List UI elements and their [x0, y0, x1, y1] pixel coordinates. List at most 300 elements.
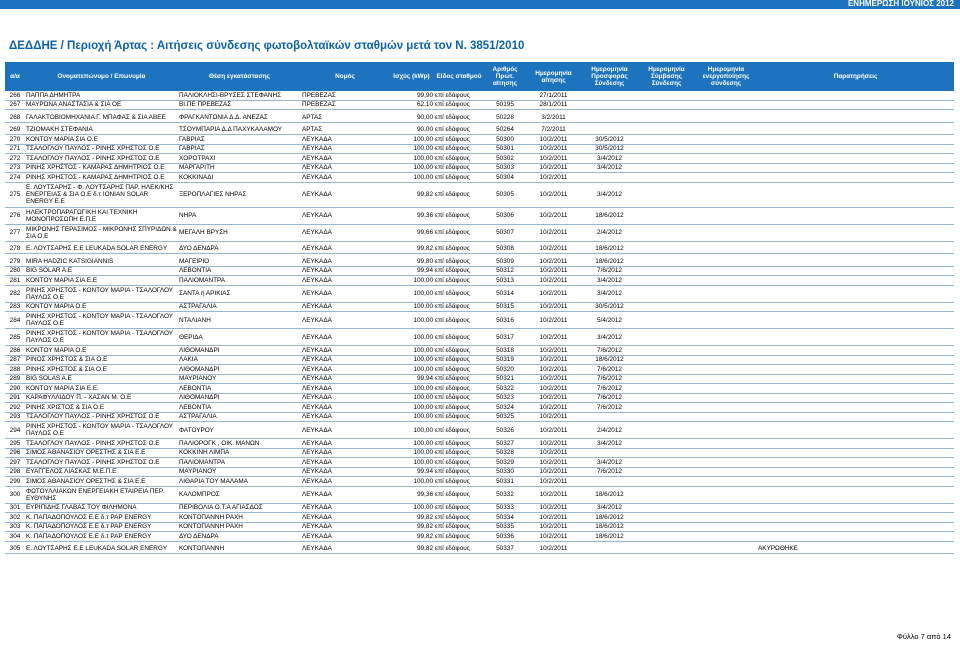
cell-notes: [757, 412, 954, 422]
cell-nomos: ΛΕΥΚΑΔΑ: [301, 257, 389, 266]
table-row: [5, 532, 954, 542]
table-row: [5, 163, 954, 173]
cell-nomos: ΛΕΥΚΑΔΑ: [301, 276, 389, 286]
cell-nomos: ΛΕΥΚΑΔΑ: [301, 532, 389, 542]
cell-kw: 100,00: [389, 448, 434, 458]
cell-nomos: ΛΕΥΚΑΔΑ: [301, 412, 389, 422]
cell-aa: 304: [5, 532, 25, 542]
cell-nomos: ΛΕΥΚΑΔΑ: [301, 439, 389, 449]
cell-name: ΡΙΝΗΣ ΧΡΙΣΤΟΣ & ΣΙΑ Ο.Ε: [25, 403, 178, 413]
table-row: [5, 266, 954, 276]
cell-site: ΜΑΥΡΙΑΝΟΥ: [178, 467, 301, 477]
cell-date: 10/2/2011: [526, 374, 581, 384]
cell-date: 10/2/2011: [526, 422, 581, 439]
cell-contract: [638, 477, 695, 487]
cell-nomos: ΛΕΥΚΑΔΑ: [301, 393, 389, 403]
column-header: Ημερομηνία Σύμβασης Σύνδεσης: [638, 62, 695, 91]
cell-notes: [757, 513, 954, 523]
cell-contract: [638, 276, 695, 286]
cell-name: ΚΟΝΤΟΥ ΜΑΡΙΑ ΣΙΑ Ο.Ε: [25, 135, 178, 145]
cell-type: επί εδάφους: [434, 329, 484, 346]
cell-type: επί εδάφους: [434, 439, 484, 449]
cell-offer: 7/6/2012: [581, 374, 638, 384]
cell-offer: 3/4/2012: [581, 458, 638, 468]
cell-name: ΚΟΝΤΟΥ ΜΑΡΙΑ Ο.Ε: [25, 346, 178, 356]
cell-name: ΣΙΜΟΣ ΑΘΑΝΑΣΙΟΥ ΟΡΕΣΤΗΣ & ΣΙΑ Ε.Ε: [25, 477, 178, 487]
cell-name: ΚΟΝΤΟΥ ΜΑΡΙΑ ΣΙΑ Ε.Ε.: [25, 384, 178, 394]
cell-contract: [638, 224, 695, 241]
cell-nomos: ΛΕΥΚΑΔΑ: [301, 173, 389, 183]
cell-kw: 99,82: [389, 532, 434, 542]
cell-site: ΠΑΛΙΟΚΛΗΣΙ-ΒΡΥΣΕΣ ΣΤΕΦΑΝΗΣ: [178, 91, 301, 100]
cell-offer: 7/6/2012: [581, 393, 638, 403]
cell-nomos: ΛΕΥΚΑΔΑ: [301, 266, 389, 276]
cell-type: επί εδάφους: [434, 365, 484, 375]
cell-prot: 50228: [484, 113, 526, 122]
cell-name: ΡΙΝΟΣ ΧΡΗΣΤΟΣ & ΣΙΑ Ο.Ε: [25, 355, 178, 365]
cell-aa: 299: [5, 477, 25, 487]
top-banner: [0, 0, 960, 9]
cell-activ: [695, 486, 757, 503]
cell-aa: 270: [5, 135, 25, 145]
cell-name: Κ. ΠΑΠΑΔΟΠΟΥΛΟΣ Ε.Ε δ.τ PAP ENERGY: [25, 532, 178, 542]
cell-contract: [638, 346, 695, 356]
cell-kw: 100,00: [389, 422, 434, 439]
cell-aa: 289: [5, 374, 25, 384]
cell-date: 10/2/2011: [526, 329, 581, 346]
cell-site: ΛΕΒΟΝΤΙΑ: [178, 384, 301, 394]
cell-aa: 300: [5, 486, 25, 503]
cell-offer: [581, 477, 638, 487]
cell-type: επί εδάφους: [434, 522, 484, 532]
cell-contract: [638, 355, 695, 365]
cell-notes: [757, 477, 954, 487]
cell-name: ΡΙΝΗΣ ΧΡΗΣΤΟΣ - ΚΟΝΤΟΥ ΜΑΡΙΑ - ΤΣΑΛΟΓΛΟΥ ΠΑΥΛΟΣ Ο.Ε: [25, 312, 178, 329]
cell-activ: [695, 384, 757, 394]
cell-site: ΚΟΝΤΟΠΑΝΝΗ ΡΑΧΗ: [178, 522, 301, 532]
cell-prot: 50264: [484, 126, 526, 135]
column-header: Ημερομηνία ενεργοποίησης σύνδεσης: [695, 62, 757, 91]
cell-type: επί εδάφους: [434, 467, 484, 477]
cell-kw: 100,00: [389, 384, 434, 394]
cell-nomos: ΛΕΥΚΑΔΑ: [301, 355, 389, 365]
table-row: [5, 329, 954, 346]
cell-contract: [638, 448, 695, 458]
cell-contract: [638, 182, 695, 207]
cell-site: ΑΣΤΡΑΓΑΛΙΑ: [178, 412, 301, 422]
cell-nomos: ΠΡΕΒΕΖΑΣ: [301, 91, 389, 100]
cell-name: ΚΟΝΤΟΥ ΜΑΡΙΑ ΣΙΑ Ε.Ε: [25, 276, 178, 286]
cell-offer: [581, 91, 638, 100]
column-header: Θέση εγκατάστασης: [178, 62, 301, 91]
cell-prot: 50331: [484, 477, 526, 487]
cell-type: επί εδάφους: [434, 422, 484, 439]
cell-nomos: ΛΕΥΚΑΔΑ: [301, 448, 389, 458]
cell-type: επί εδάφους: [434, 266, 484, 276]
cell-notes: [757, 467, 954, 477]
cell-prot: 50304: [484, 173, 526, 183]
cell-date: 10/2/2011: [526, 163, 581, 173]
cell-name: ΚΑΡΑΦΥΛΛΙΔΟΥ Π. - ΧΑΣΑΝ Μ. Ο.Ε: [25, 393, 178, 403]
cell-aa: 273: [5, 163, 25, 173]
cell-type: επί εδάφους: [434, 113, 484, 122]
cell-site: ΛΑΚΙΑ: [178, 355, 301, 365]
cell-prot: 50330: [484, 467, 526, 477]
cell-offer: 7/6/2012: [581, 266, 638, 276]
cell-activ: [695, 91, 757, 100]
cell-kw: 100,00: [389, 329, 434, 346]
cell-site: ΜΑΡΓΑΡΙΤΗ: [178, 163, 301, 173]
cell-aa: 293: [5, 412, 25, 422]
cell-aa: 269: [5, 126, 25, 135]
cell-name: ΤΣΑΛΟΓΛΟΥ ΠΑΥΛΟΣ - ΡΙΝΗΣ ΧΡΗΣΤΟΣ Ο.Ε: [25, 458, 178, 468]
cell-name: ΣΙΜΟΣ ΑΘΑΝΑΣΙΟΥ ΟΡΕΣΤΗΣ & ΣΙΑ Ε.Ε: [25, 448, 178, 458]
table-row: [5, 422, 954, 439]
cell-nomos: ΑΡΤΑΣ: [301, 126, 389, 135]
cell-type: επί εδάφους: [434, 458, 484, 468]
cell-offer: 3/4/2012: [581, 503, 638, 513]
cell-prot: 50317: [484, 329, 526, 346]
cell-name: ΕΥΡΙΠΙΔΗΣ ΓΛΑΒΑΣ ΤΟΥ ΦΙΛΗΜΟΝΑ: [25, 503, 178, 513]
cell-offer: 5/4/2012: [581, 312, 638, 329]
cell-offer: 3/4/2012: [581, 182, 638, 207]
cell-kw: 99,80: [389, 257, 434, 266]
cell-kw: 99,94: [389, 266, 434, 276]
column-header: Αριθμός Πρωτ. αίτησης: [484, 62, 526, 91]
cell-type: επί εδάφους: [434, 173, 484, 183]
cell-activ: [695, 276, 757, 286]
table-row: [5, 439, 954, 449]
cell-nomos: ΛΕΥΚΑΔΑ: [301, 245, 389, 254]
cell-date: 10/2/2011: [526, 486, 581, 503]
cell-site: ΛΙΘΟΜΑΝΔΡΙ: [178, 365, 301, 375]
cell-nomos: ΛΕΥΚΑΔΑ: [301, 144, 389, 154]
cell-offer: 3/4/2012: [581, 163, 638, 173]
cell-contract: [638, 100, 695, 110]
cell-date: 10/2/2011: [526, 532, 581, 542]
cell-offer: 18/6/2012: [581, 532, 638, 542]
cell-aa: 296: [5, 448, 25, 458]
cell-name: ΜΙΚΡΩΝΗΣ ΓΕΡΑΣΙΜΟΣ - ΜΙΚΡΩΝΗΣ ΣΠΥΡΙΔΩΝ & ΣΙΑ Ο.Ε: [26, 225, 177, 240]
cell-name: ΜΑΥΡΩΝΑ ΑΝΑΣΤΑΣΙΑ & ΣΙΑ ΟΕ: [25, 100, 178, 110]
cell-offer: 3/4/2012: [581, 154, 638, 164]
cell-offer: 30/5/2012: [581, 302, 638, 312]
cell-date: 10/2/2011: [526, 412, 581, 422]
cell-nomos: ΛΕΥΚΑΔΑ: [301, 207, 389, 224]
cell-site: ΚΟΝΤΟΠΑΝΝΗ: [178, 545, 301, 554]
cell-name: Ε. ΛΟΥΤΣΑΡΗΣ Ε.Ε LEUKADA SOLAR ENERGY: [25, 545, 178, 554]
cell-aa: 266: [5, 91, 25, 100]
cell-activ: [695, 126, 757, 135]
cell-name: ΡΙΝΗΣ ΧΡΗΣΤΟΣ - ΚΟΝΤΟΥ ΜΑΡΙΑ - ΤΣΑΛΟΓΛΟΥ ΠΑΥΛΟΣ Ο.Ε: [25, 285, 178, 302]
cell-aa: 275: [5, 182, 25, 207]
table-row: [5, 312, 954, 329]
cell-kw: 100,00: [389, 154, 434, 164]
cell-contract: [638, 173, 695, 183]
cell-type: επί εδάφους: [434, 393, 484, 403]
cell-contract: [638, 154, 695, 164]
cell-prot: 50333: [484, 503, 526, 513]
cell-contract: [638, 312, 695, 329]
cell-activ: [695, 448, 757, 458]
cell-nomos: ΛΕΥΚΑΔΑ: [301, 182, 389, 207]
cell-aa: 279: [5, 257, 25, 266]
cell-kw: 90,00: [389, 126, 434, 135]
cell-activ: [695, 503, 757, 513]
cell-nomos: ΛΕΥΚΑΔΑ: [301, 522, 389, 532]
cell-notes: [757, 374, 954, 384]
cell-aa: 267: [5, 100, 25, 110]
cell-name: BIG SOLAS A.E: [25, 374, 178, 384]
cell-site: ΒΙ.ΠΕ ΠΡΕΒΕΖΑΣ: [178, 100, 301, 110]
cell-activ: [695, 302, 757, 312]
cell-date: 10/2/2011: [526, 355, 581, 365]
cell-type: επί εδάφους: [434, 182, 484, 207]
cell-activ: [695, 346, 757, 356]
cell-date: 7/2/2011: [526, 126, 581, 135]
cell-name: ΕΥΑΓΓΕΛΟΣ ΛΙΑΣΚΑΣ Μ.Ε.Π.Ε: [25, 467, 178, 477]
cell-site: ΚΟΝΤΟΠΑΝΝΗ ΡΑΧΗ: [178, 513, 301, 523]
cell-name: ΡΙΝΗΣ ΧΡΗΣΤΟΣ & ΣΙΑ Ο.Ε: [25, 365, 178, 375]
table-row: [5, 245, 954, 254]
cell-name: ΤΣΑΛΟΓΛΟΥ ΠΑΥΛΟΣ - ΡΙΝΗΣ ΧΡΗΣΤΟΣ Ο.Ε: [25, 154, 178, 164]
cell-date: 27/1/2011: [526, 91, 581, 100]
cell-contract: [638, 302, 695, 312]
cell-kw: 100,00: [389, 503, 434, 513]
cell-activ: [695, 182, 757, 207]
cell-type: επί εδάφους: [434, 257, 484, 266]
table-row: [5, 224, 954, 241]
cell-activ: [695, 422, 757, 439]
cell-contract: [638, 207, 695, 224]
cell-prot: 50326: [484, 422, 526, 439]
cell-contract: [638, 522, 695, 532]
cell-notes: [757, 91, 954, 100]
cell-activ: [695, 365, 757, 375]
cell-nomos: ΛΕΥΚΑΔΑ: [301, 458, 389, 468]
column-header: Παρατηρήσεις: [757, 62, 954, 91]
cell-offer: 18/6/2012: [581, 486, 638, 503]
table-row: [5, 393, 954, 403]
cell-site: ΦΑΤΟΥΡΟΥ: [178, 422, 301, 439]
cell-site: ΛΙΘΟΜΑΝΔΡΙ: [178, 346, 301, 356]
cell-aa: 286: [5, 346, 25, 356]
cell-kw: 100,00: [389, 163, 434, 173]
table-row: [5, 346, 954, 356]
column-header: Ισχύς (kWp): [389, 62, 434, 91]
cell-activ: [695, 522, 757, 532]
cell-notes: [757, 384, 954, 394]
cell-name: ΡΙΝΗΣ ΧΡΗΣΤΟΣ - ΚΟΝΤΟΥ ΜΑΡΙΑ - ΤΣΑΛΟΓΛΟΥ ΠΑΥΛΟΣ Ο.Ε: [25, 422, 178, 439]
cell-prot: 50337: [484, 545, 526, 554]
cell-prot: 50332: [484, 486, 526, 503]
cell-site: ΑΣΤΡΑΓΑΛΙΑ: [178, 302, 301, 312]
cell-notes: [757, 422, 954, 439]
cell-site: ΛΕΒΟΝΤΙΑ: [178, 403, 301, 413]
cell-type: επί εδάφους: [434, 135, 484, 145]
cell-kw: 100,00: [389, 365, 434, 375]
cell-notes: [757, 245, 954, 254]
cell-site: ΦΡΑΓΚΑΝΤΩΝΙΑ Δ.Δ. ΑΝΕΖΑΣ: [178, 113, 301, 122]
page-footer: Φύλλο 7 από 14: [896, 632, 951, 641]
cell-nomos: ΛΕΥΚΑΔΑ: [301, 346, 389, 356]
cell-type: επί εδάφους: [434, 384, 484, 394]
cell-kw: 100,00: [389, 144, 434, 154]
table-row: [5, 113, 954, 122]
cell-site: ΛΙΘΑΡΙΑ ΤΟΥ ΜΑΛΑΜΑ: [178, 477, 301, 487]
cell-notes: [757, 439, 954, 449]
cell-date: 10/2/2011: [526, 503, 581, 513]
cell-aa: 282: [5, 285, 25, 302]
cell-notes: [757, 182, 954, 207]
cell-notes: [757, 346, 954, 356]
cell-name: Κ. ΠΑΠΑΔΟΠΟΥΛΟΣ Ε.Ε δ.τ PAP ENERGY: [25, 513, 178, 523]
cell-offer: [581, 448, 638, 458]
column-header: Νομός: [301, 62, 389, 91]
cell-offer: [581, 412, 638, 422]
cell-notes: [757, 329, 954, 346]
cell-date: 10/2/2011: [526, 403, 581, 413]
cell-notes: [757, 393, 954, 403]
cell-site: ΚΟΚΚΙΝΑΔΙ: [178, 173, 301, 183]
cell-prot: 50306: [484, 207, 526, 224]
cell-type: επί εδάφους: [434, 154, 484, 164]
cell-activ: [695, 154, 757, 164]
cell-name: Ε. ΛΟΥΤΣΑΡΗΣ Ε.Ε LEUKADA SOLAR ENERGY: [25, 245, 178, 254]
cell-aa: 288: [5, 365, 25, 375]
table-row: [5, 207, 954, 224]
cell-nomos: ΛΕΥΚΑΔΑ: [301, 135, 389, 145]
cell-nomos: ΠΡΕΒΕΖΑΣ: [301, 100, 389, 110]
cell-prot: 50327: [484, 439, 526, 449]
cell-type: επί εδάφους: [434, 312, 484, 329]
cell-type: επί εδάφους: [434, 412, 484, 422]
table-row: [5, 545, 954, 554]
cell-date: 10/2/2011: [526, 224, 581, 241]
cell-aa: 295: [5, 439, 25, 449]
cell-contract: [638, 163, 695, 173]
cell-contract: [638, 403, 695, 413]
table-row: [5, 126, 954, 135]
cell-activ: [695, 467, 757, 477]
cell-name: ΓΑΛΑΚΤΟΒΙΟΜΗΧΑΝΙΑ Γ. ΜΠΑΦΑΣ & ΣΙΑ ΑΒΕΕ: [25, 113, 178, 122]
cell-nomos: ΛΕΥΚΑΔΑ: [301, 545, 389, 554]
cell-activ: [695, 403, 757, 413]
cell-prot: 50320: [484, 365, 526, 375]
cell-contract: [638, 422, 695, 439]
table-row: [5, 467, 954, 477]
cell-date: 10/2/2011: [526, 346, 581, 356]
cell-aa: 277: [5, 224, 25, 241]
cell-offer: 7/6/2012: [581, 365, 638, 375]
cell-contract: [638, 412, 695, 422]
cell-aa: 274: [5, 173, 25, 183]
cell-prot: 50307: [484, 224, 526, 241]
cell-kw: 100,00: [389, 173, 434, 183]
cell-nomos: ΛΕΥΚΑΔΑ: [301, 302, 389, 312]
cell-activ: [695, 257, 757, 266]
cell-name: ΠΑΠΠΑ ΔΗΜΗΤΡΑ: [25, 91, 178, 100]
cell-type: επί εδάφους: [434, 403, 484, 413]
cell-nomos: ΑΡΤΑΣ: [301, 113, 389, 122]
cell-date: 10/2/2011: [526, 266, 581, 276]
cell-type: επί εδάφους: [434, 346, 484, 356]
cell-site: ΜΕΓΑΛΗ ΒΡΥΣΗ: [178, 224, 301, 241]
cell-offer: 30/5/2012: [581, 135, 638, 145]
cell-contract: [638, 257, 695, 266]
cell-kw: 100,00: [389, 276, 434, 286]
cell-date: 3/2/2011: [526, 113, 581, 122]
cell-prot: 50301: [484, 144, 526, 154]
cell-activ: [695, 100, 757, 110]
cell-nomos: ΛΕΥΚΑΔΑ: [301, 312, 389, 329]
cell-nomos: ΛΕΥΚΑΔΑ: [301, 365, 389, 375]
cell-activ: [695, 329, 757, 346]
cell-contract: [638, 365, 695, 375]
cell-contract: [638, 467, 695, 477]
table-row: [5, 486, 954, 503]
cell-name: ΡΙΝΗΣ ΧΡΗΣΤΟΣ - ΚΑΜΑΡΑΣ ΔΗΜΗΤΡΙΟΣ Ο.Ε: [25, 163, 178, 173]
cell-notes: [757, 486, 954, 503]
cell-activ: [695, 144, 757, 154]
cell-date: 10/2/2011: [526, 207, 581, 224]
cell-notes: [757, 312, 954, 329]
page-title: ΔΕΔΔΗΕ / Περιοχή Άρτας : Αιτήσεις σύνδεσης φωτοβολταϊκών σταθμών μετά τον Ν. 3851/2010: [9, 40, 525, 52]
cell-type: επί εδάφους: [434, 355, 484, 365]
cell-activ: [695, 173, 757, 183]
cell-offer: 7/6/2012: [581, 403, 638, 413]
cell-name: Κ. ΠΑΠΑΔΟΠΟΥΛΟΣ Ε.Ε δ.τ PAP ENERGY: [25, 522, 178, 532]
cell-aa: 302: [5, 513, 25, 523]
cell-nomos: ΛΕΥΚΑΔΑ: [301, 285, 389, 302]
cell-nomos: ΛΕΥΚΑΔΑ: [301, 403, 389, 413]
cell-offer: [581, 113, 638, 122]
cell-date: 10/2/2011: [526, 173, 581, 183]
cell-activ: [695, 224, 757, 241]
table-row: [5, 154, 954, 164]
cell-site: ΚΟΚΚΙΝΗ ΛΙΜΠΑ: [178, 448, 301, 458]
cell-type: επί εδάφους: [434, 532, 484, 542]
cell-notes: ΑΚΥΡΩΘΗΚΕ: [757, 545, 954, 554]
cell-kw: 100,00: [389, 439, 434, 449]
cell-notes: [757, 276, 954, 286]
cell-type: επί εδάφους: [434, 285, 484, 302]
cell-prot: 50328: [484, 448, 526, 458]
cell-notes: [757, 144, 954, 154]
cell-kw: 99,36: [389, 207, 434, 224]
cell-name: ΤΣΑΛΟΓΛΟΥ ΠΑΥΛΟΣ - ΡΙΝΗΣ ΧΡΗΣΤΟΣ Ο.Ε: [25, 412, 178, 422]
cell-aa: 301: [5, 503, 25, 513]
cell-aa: 292: [5, 403, 25, 413]
cell-notes: [757, 365, 954, 375]
cell-kw: 99,36: [389, 486, 434, 503]
cell-prot: 50325: [484, 412, 526, 422]
cell-site: ΠΕΡΙΒΟΛΙΑ Ο.Τ.Α ΑΓΙΑΣΔΟΣ: [178, 503, 301, 513]
cell-type: επί εδάφους: [434, 477, 484, 487]
cell-date: 10/2/2011: [526, 522, 581, 532]
cell-date: 10/2/2011: [526, 245, 581, 254]
cell-activ: [695, 207, 757, 224]
table-header: [5, 62, 954, 91]
table-row: [5, 135, 954, 145]
cell-date: 10/2/2011: [526, 467, 581, 477]
cell-notes: [757, 503, 954, 513]
table-row: [5, 100, 954, 110]
cell-prot: 50312: [484, 266, 526, 276]
cell-prot: 50314: [484, 285, 526, 302]
table-row: [5, 412, 954, 422]
cell-activ: [695, 477, 757, 487]
